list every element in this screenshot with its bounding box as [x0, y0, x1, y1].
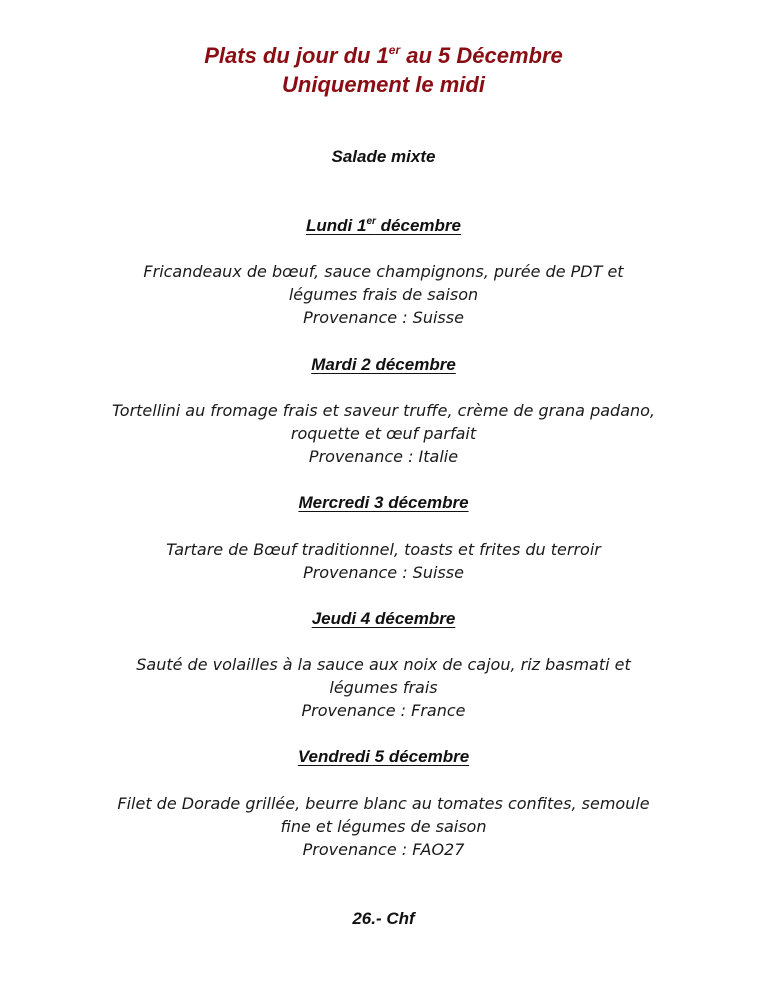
title-suffix: au 5 Décembre [400, 43, 563, 68]
day-heading-friday [0, 746, 767, 768]
day-heading-wednesday [0, 492, 767, 514]
dish-origin: Provenance : Suisse [303, 308, 464, 327]
day-heading-thursday [0, 608, 767, 630]
day-label-suffix: décembre [375, 216, 461, 235]
title-prefix: Plats du jour du 1 [204, 43, 389, 68]
day-label: Mardi 2 décembre [311, 355, 456, 374]
dish-tuesday [0, 399, 767, 468]
dish-friday [0, 792, 767, 861]
dish-wednesday [0, 538, 767, 584]
dish-origin: Provenance : FAO27 [302, 840, 465, 859]
day-label: Mercredi 3 décembre [298, 493, 469, 512]
day-heading-tuesday [0, 354, 767, 376]
day-label-prefix: Lundi 1 [306, 216, 367, 235]
day-heading-monday [0, 215, 767, 237]
page-subtitle: Uniquement le midi [282, 72, 485, 97]
dish-line: Filet de Dorade grillée, beurre blanc au tomates confites, semoule [117, 794, 650, 813]
day-label: Jeudi 4 décembre [311, 609, 456, 628]
dish-line: légumes frais de saison [288, 285, 479, 304]
dish-origin: Provenance : France [301, 701, 466, 720]
price-label: 26.- Chf [352, 909, 415, 928]
dish-line: légumes frais [329, 678, 438, 697]
dish-line: Tartare de Bœuf traditionnel, toasts et frites du terroir [166, 540, 601, 559]
starter-heading: Salade mixte [331, 147, 436, 166]
day-label-superscript: er [366, 216, 376, 227]
dish-line: fine et légumes de saison [280, 817, 487, 836]
page-title [0, 41, 767, 70]
dish-line: Tortellini au fromage frais et saveur truffe, crème de grana padano, [111, 401, 656, 420]
dish-line: Sauté de volailles à la sauce aux noix de cajou, riz basmati et [136, 655, 631, 674]
dish-origin: Provenance : Suisse [303, 563, 464, 582]
dish-origin: Provenance : Italie [308, 447, 459, 466]
dish-line: roquette et œuf parfait [290, 424, 477, 443]
day-label: Vendredi 5 décembre [297, 747, 470, 766]
dish-line: Fricandeaux de bœuf, sauce champignons, purée de PDT et [143, 262, 624, 281]
title-superscript: er [388, 43, 401, 57]
dish-thursday [0, 653, 767, 722]
dish-monday [0, 260, 767, 329]
